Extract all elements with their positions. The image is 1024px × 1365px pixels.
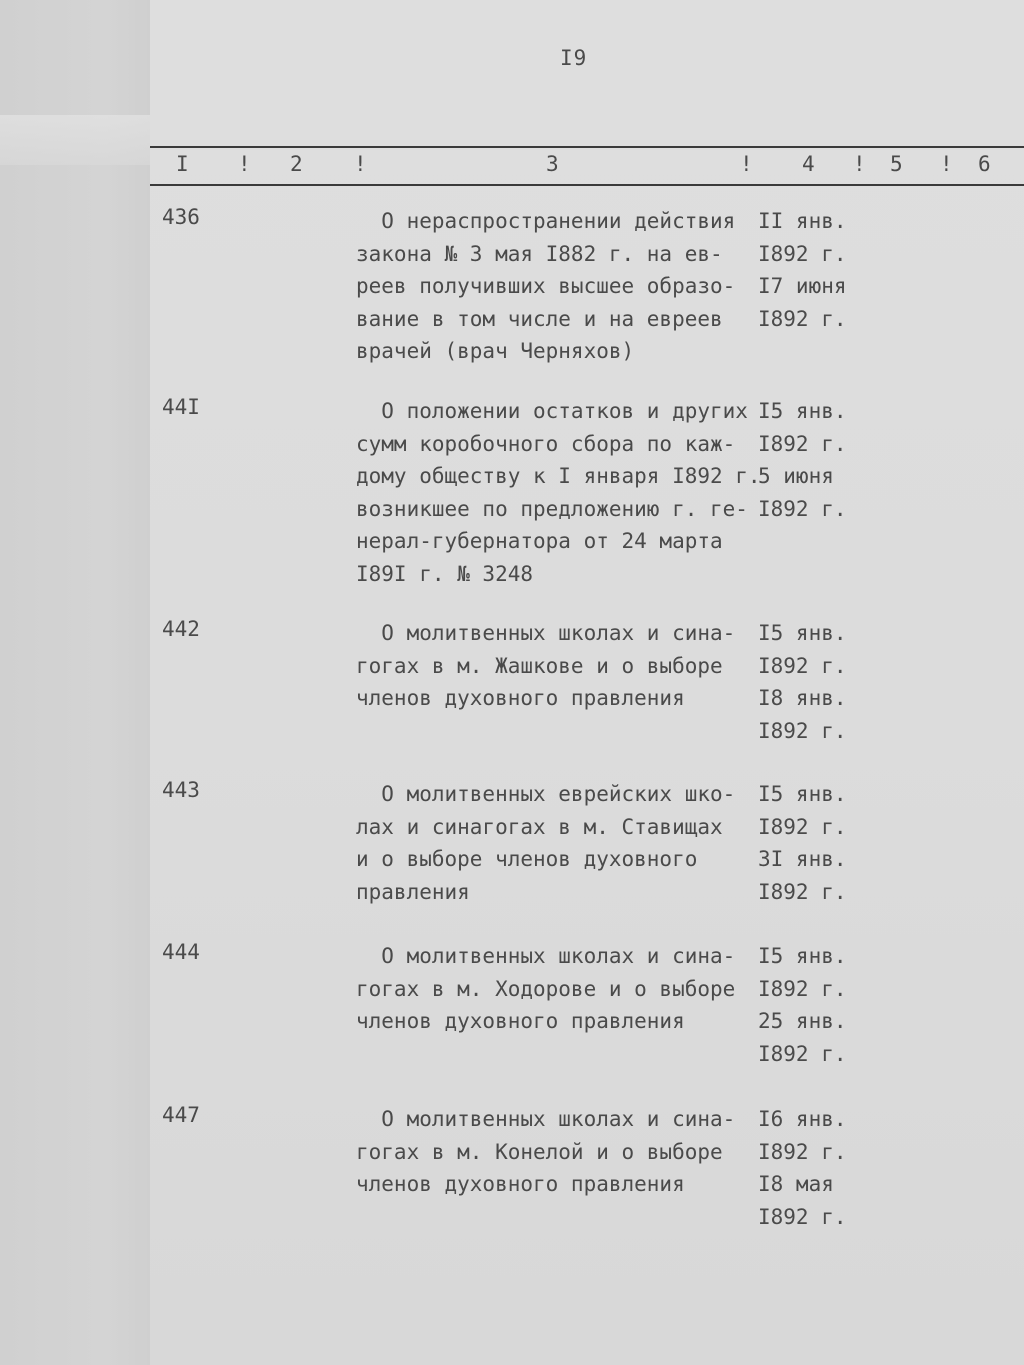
- record-title: О молитвенных школах и сина- гогах в м. Жашкове и о выборе членов духовного правления: [356, 621, 736, 710]
- column-separator: !: [354, 152, 367, 176]
- record-title: О молитвенных еврейских шко- лах и синагогах в м. Ставищах и о выборе членов духовного правления: [356, 782, 736, 904]
- record-dates: I5 янв. I892 г. 5 июня I892 г.: [758, 399, 847, 521]
- record-number: 443: [162, 778, 200, 802]
- record-number: 44I: [162, 395, 200, 419]
- record-dates: I5 янв. I892 г. I8 янв. I892 г.: [758, 621, 847, 743]
- record-dates: I5 янв. I892 г. 3I янв. I892 г.: [758, 782, 847, 904]
- record-dates: II янв. I892 г. I7 июня I892 г.: [758, 209, 847, 331]
- record-title: О молитвенных школах и сина- гогах в м. Ходорове и о выборе членов духовного правления: [356, 944, 736, 1033]
- column-header-4: 4: [802, 152, 815, 176]
- record-number: 442: [162, 617, 200, 641]
- header-top-rule: [150, 146, 1024, 148]
- left-margin-shadow: [0, 0, 150, 1365]
- record-number: 447: [162, 1103, 200, 1127]
- column-header-1: I: [176, 152, 189, 176]
- column-separator: !: [853, 152, 866, 176]
- column-separator: !: [940, 152, 953, 176]
- column-header-2: 2: [290, 152, 303, 176]
- record-number: 444: [162, 940, 200, 964]
- record-number: 436: [162, 205, 200, 229]
- record-title: О нераспространении действия закона № 3 мая I882 г. на ев- реев получивших высшее образо- вание в том числе и на евреев врачей (врач Черняхов): [356, 209, 736, 363]
- column-header-3: 3: [546, 152, 559, 176]
- column-header-5: 5: [890, 152, 903, 176]
- record-dates: I5 янв. I892 г. 25 янв. I892 г.: [758, 944, 847, 1066]
- record-title: О положении остатков и других сумм коробочного сбора по каж- дому обществу к I января I892 г. возникшее по предложению г. ге- нерал-губернатора от 24 марта I89I г. № 3248: [356, 399, 761, 586]
- page-number: I9: [560, 46, 588, 70]
- header-bottom-rule: [150, 184, 1024, 186]
- table-header: [0, 152, 1024, 182]
- record-dates: I6 янв. I892 г. I8 мая I892 г.: [758, 1107, 847, 1229]
- record-title: О молитвенных школах и сина- гогах в м. Конелой и о выборе членов духовного правления: [356, 1107, 736, 1196]
- column-header-6: 6: [978, 152, 991, 176]
- column-separator: !: [238, 152, 251, 176]
- column-separator: !: [740, 152, 753, 176]
